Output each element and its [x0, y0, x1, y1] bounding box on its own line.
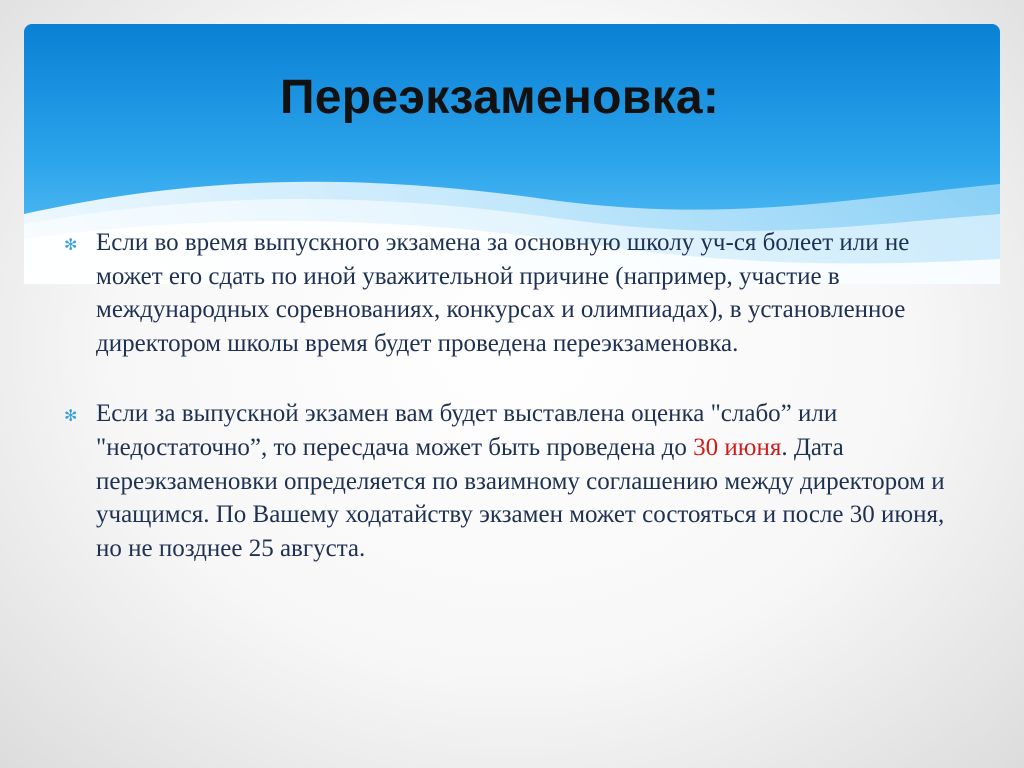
highlighted-date: 30 июня — [693, 433, 782, 461]
bullet-text: Если во время выпускного экзамена за основную школу уч-ся болеет или не может его сдать по иной уважительной причине (например, участие в международных соревнованиях, конкурсах и олимпиадах), в установленное директором школы время будет проведена переэкзаменовка. — [96, 229, 910, 357]
asterisk-icon: ✻ — [64, 235, 78, 254]
bullet-item — [60, 397, 960, 565]
bullet-list — [60, 226, 960, 565]
asterisk-icon: ✻ — [64, 406, 78, 426]
bullet-text-end: . Дата переэкзаменовки определяется по взаимному соглашению между директором и учащимся. По Вашему ходатайству экзамен может состояться и после 30 июня, но не позднее 25 августа. — [96, 433, 945, 562]
bullet-text-start: Если за выпускной экзамен вам будет выставлена оценка "слабо” или "недостаточно”, то пересдача может быть проведена до — [96, 400, 838, 461]
bullet-item — [60, 226, 960, 360]
slide-title: Переэкзаменовка: — [280, 71, 720, 124]
